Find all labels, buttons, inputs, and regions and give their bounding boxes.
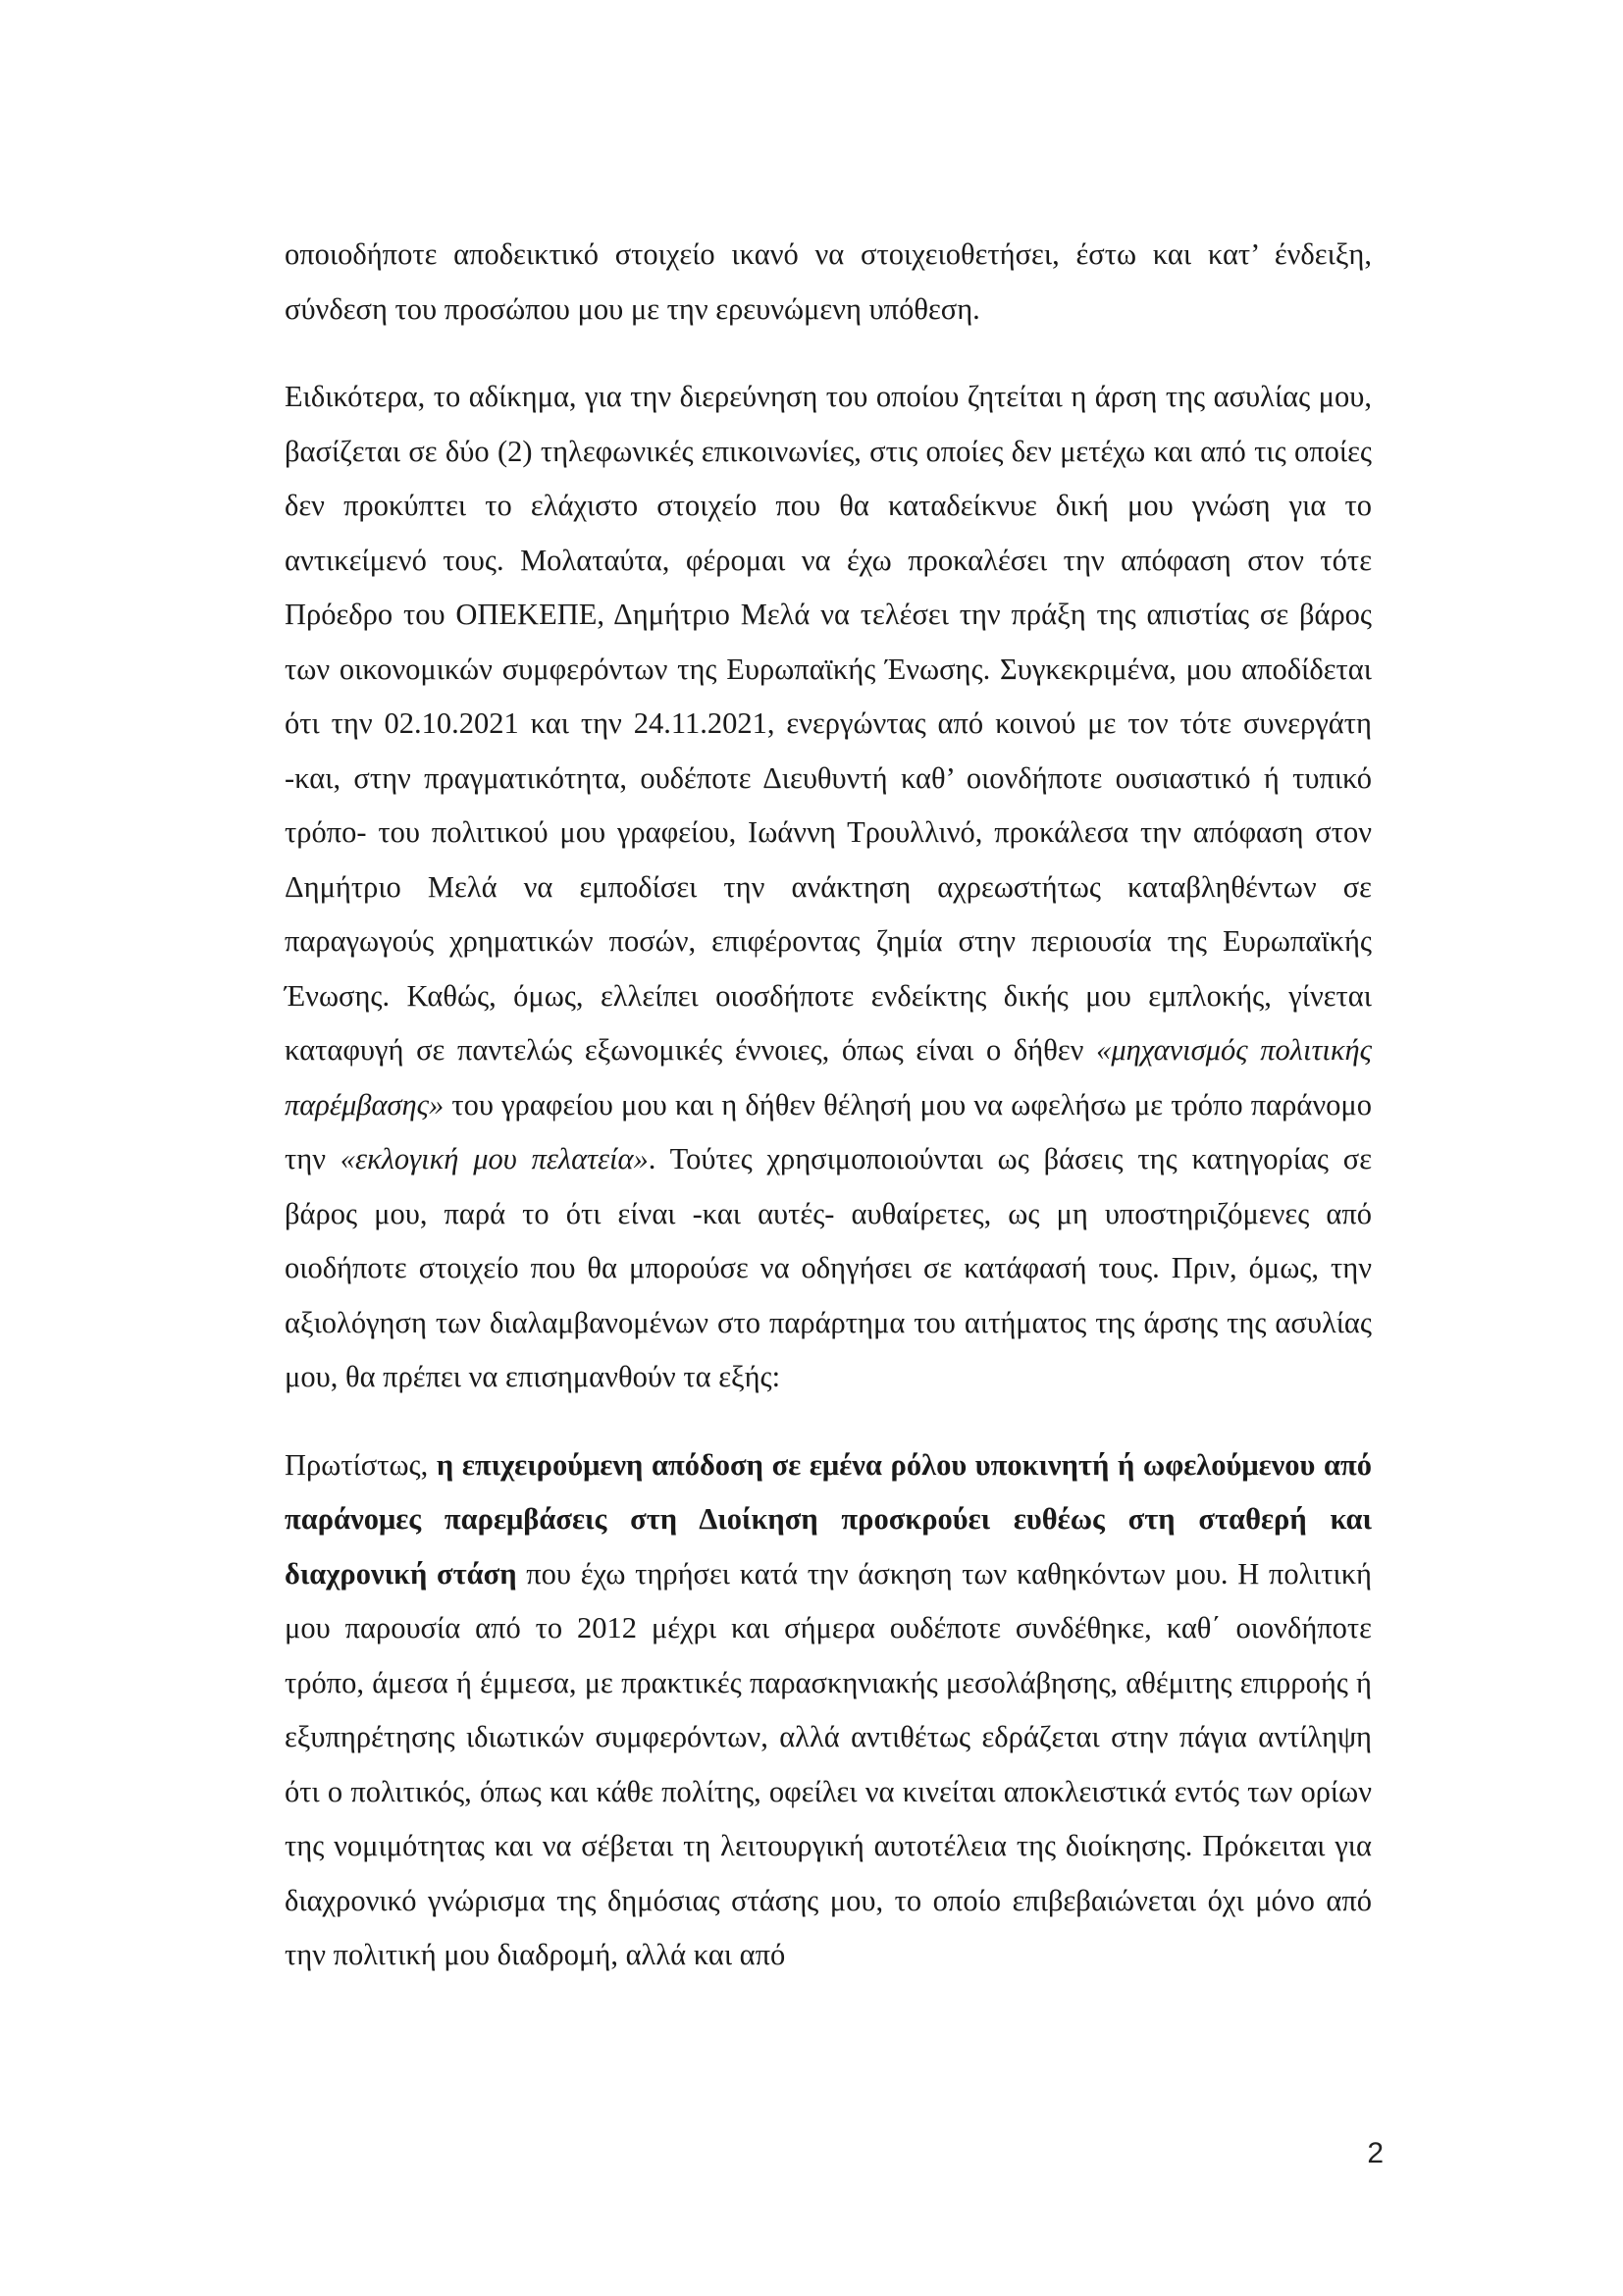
paragraph-3-text-2: που έχω τηρήσει κατά την άσκηση των καθηκόντων μου. Η πολιτική μου παρουσία από το 2012 μέχρι και σήμερα ουδέποτε συνδέθηκε, καθ΄ οιονδήποτε τρόπο, άμεσα ή έμμεσα, με πρακτικές παρασκηνιακής μεσολάβησης, αθέμιτης επιρροής ή εξυπηρέτησης ιδιωτικών συμφερόντων, αλλά αντιθέτως εδράζεται στην πάγια αντίληψη ότι ο πολιτικός, όπως και κάθε πολίτης, οφείλει να κινείται αποκλειστικά εντός των ορίων της νομιμότητας και να σέβεται τη λειτουργική αυτοτέλεια της διοίκησης. Πρόκειται για διαχρονικό γνώρισμα της δημόσιας στάσης μου, το οποίο επιβεβαιώνεται όχι μόνο από την πολιτική μου διαδρομή, αλλά και από <box>285 1556 1373 1971</box>
paragraph-2-text-2: του γραφείου μου και η δήθεν θέλησή μου να ωφελήσω με τρόπο παράνομο την <box>285 1087 1372 1175</box>
paragraph-1-text: οποιοδήποτε αποδεικτικό στοιχείο ικανό να στοιχειοθετήσει, έστω και κατ’ ένδειξη, σύνδεση του προσώπου μου με την ερευνώμενη υπόθεση. <box>285 237 1372 326</box>
quote-political-mechanism: «μηχανισμός πολιτικής παρέμβασης» <box>285 1033 1372 1122</box>
paragraph-2-text-3: . Τούτες χρησιμοποιούνται ως βάσεις της κατηγορίας σε βάρος μου, παρά το ότι είναι -και αυτές- αυθαίρετες, ως μη υποστηριζόμενες από οιοδήποτε στοιχείο που θα μπορούσε να οδηγήσει σε κατάφασή τους. Πριν, όμως, την αξιολόγηση των διαλαμβανομένων στο παράρτημα του αιτήματος της άρσης της ασυλίας μου, θα πρέπει να επισημανθούν τα εξής: <box>285 1142 1373 1393</box>
body-text <box>285 228 1372 1983</box>
quote-electoral-clientele: «εκλογική μου πελατεία» <box>340 1142 649 1175</box>
paragraph-2-text-1: Ειδικότερα, το αδίκημα, για την διερεύνηση του οποίου ζητείται η άρση της ασυλίας μου, βασίζεται σε δύο (2) τηλεφωνικές επικοινωνίες, στις οποίες δεν μετέχω και από τις οποίες δεν προκύπτει το ελάχιστο στοιχείο που θα καταδείκνυε δική μου γνώση για το αντικείμενό τους. Μολαταύτα, φέρομαι να έχω προκαλέσει την απόφαση στον τότε Πρόεδρο του ΟΠΕΚΕΠΕ, Δημήτριο Μελά να τελέσει την πράξη της απιστίας σε βάρος των οικονομικών συμφερόντων της Ευρωπαϊκής Ένωσης. Συγκεκριμένα, μου αποδίδεται ότι την 02.10.2021 και την 24.11.2021, ενεργώντας από κοινού με τον τότε συνεργάτη -και, στην πραγματικότητα, ουδέποτε Διευθυντή καθ’ οιονδήποτε ουσιαστικό ή τυπικό τρόπο- του πολιτικού μου γραφείου, Ιωάννη Τρουλλινό, προκάλεσα την απόφαση στον Δημήτριο Μελά να εμποδίσει την ανάκτηση αχρεωστήτως καταβληθέντων σε παραγωγούς χρηματικών ποσών, επιφέροντας ζημία στην περιουσία της Ευρωπαϊκής Ένωσης. Καθώς, όμως, ελλείπει οιοσδήποτε ενδείκτης δικής μου εμπλοκής, γίνεται καταφυγή σε παντελώς εξωνομικές έννοιες, όπως είναι ο δήθεν <box>285 380 1372 1067</box>
paragraph-3-bold-statement: η επιχειρούμενη απόδοση σε εμένα ρόλου υποκινητή ή ωφελούμενου από παράνομες παρεμβάσεις στη Διοίκηση προσκρούει ευθέως στη σταθερή και διαχρονική στάση <box>285 1447 1372 1591</box>
page-number: 2 <box>1367 2137 1384 2169</box>
paragraph-1 <box>285 228 1372 349</box>
paragraph-2 <box>285 370 1372 1405</box>
paragraph-3 <box>285 1438 1372 1983</box>
paragraph-3-text-1: Πρωτίστως, <box>285 1447 437 1482</box>
